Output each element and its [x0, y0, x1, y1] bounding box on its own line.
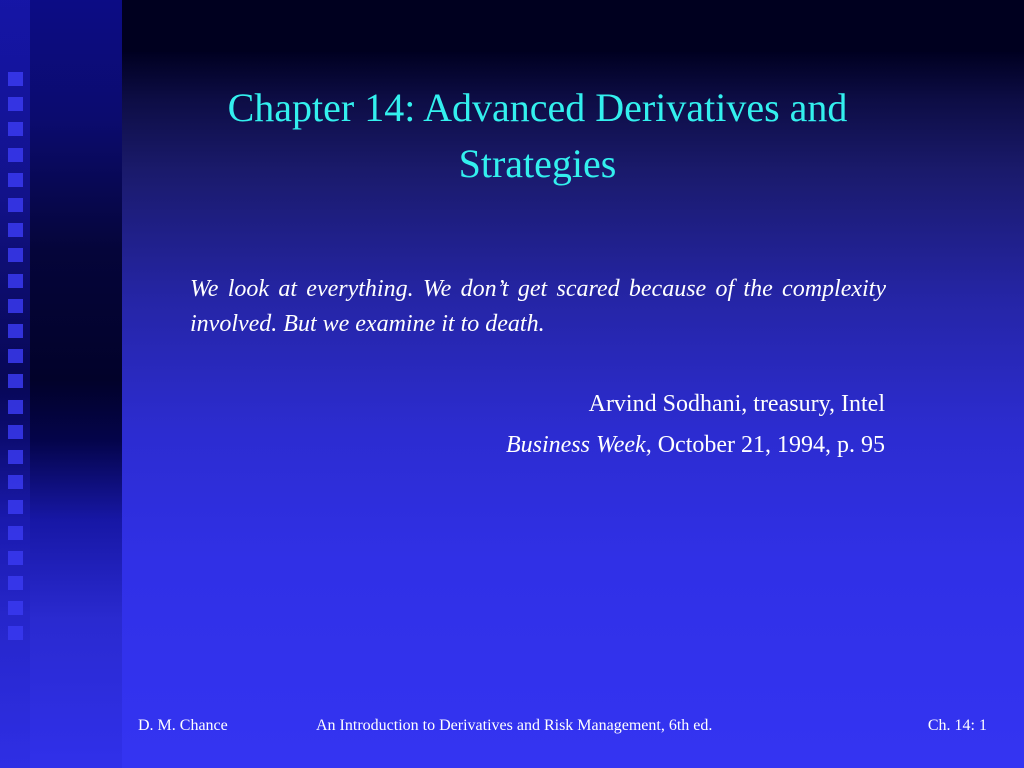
decorative-square	[8, 248, 23, 262]
decorative-square	[8, 626, 23, 640]
decorative-square	[8, 400, 23, 414]
footer-page-number: Ch. 14: 1	[927, 717, 987, 734]
decorative-square	[8, 198, 23, 212]
decorative-square	[8, 349, 23, 363]
decorative-square	[8, 97, 23, 111]
decorative-square	[8, 299, 23, 313]
decorative-square	[8, 526, 23, 540]
decorative-square	[8, 374, 23, 388]
quote-text: We look at everything. We don’t get scared because of the complexity involved. But we examine it to death.	[190, 276, 886, 337]
decorative-square	[8, 601, 23, 615]
top-dark-strip	[122, 0, 1024, 52]
decorative-square	[8, 425, 23, 439]
decorative-square	[8, 274, 23, 288]
footer-author: D. M. Chance	[138, 717, 228, 734]
decorative-square	[8, 72, 23, 86]
decorative-square	[8, 324, 23, 338]
decorative-square	[8, 551, 23, 565]
decorative-square	[8, 122, 23, 136]
footer-book-title: An Introduction to Derivatives and Risk Management, 6th ed.	[316, 717, 713, 734]
decorative-square	[8, 576, 23, 590]
attribution-publication: Business Week	[505, 432, 646, 458]
attribution-source	[506, 429, 885, 461]
decorative-square	[8, 500, 23, 514]
decorative-square	[8, 450, 23, 464]
slide-title	[150, 80, 925, 192]
attribution-name: Arvind Sodhani, treasury, Intel	[588, 391, 885, 417]
decorative-square	[8, 223, 23, 237]
decorative-square	[8, 148, 23, 162]
decorative-square	[8, 475, 23, 489]
decorative-square	[8, 173, 23, 187]
attribution-date: , October 21, 1994, p. 95	[645, 432, 885, 458]
slide-title-line-2: Strategies	[458, 141, 617, 186]
slide-title-line-1: Chapter 14: Advanced Derivatives and	[227, 85, 848, 130]
